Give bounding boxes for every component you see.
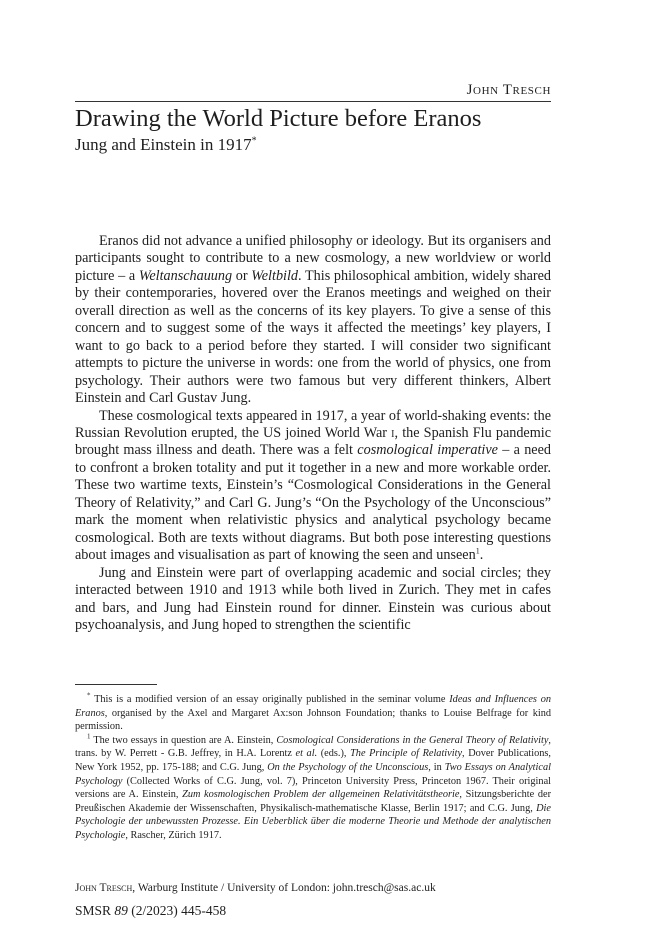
fn1-text-7: , Sitzungsberichte der Preußischen Akademie der Wissenschaften, Physikalisch-mathematische Klasse, Berlin 1917; and C.G. Jung, [75,789,551,814]
journal-abbr: SMSR [75,903,115,918]
footnote-star [75,693,551,734]
p1-text-1: Eranos did not advance a unified philosophy or ideology. But its organisers and participants sought to contribute to a new cosmology, a new worldview or world picture – a [75,233,551,284]
journal-reference [75,903,226,919]
fn1-italic-3: The Principle of Relativity [350,748,463,760]
paragraph-3: Jung and Einstein were part of overlapping academic and social circles; they interacted between 1910 and 1913 while both lived in Zurich. They met in cafes and bars, and Jung had Einstein round for dinner. Einstein was curious about psychoanalysis, and Jung hoped to strengthen the scientific [75,564,551,633]
p2-text-4: . [479,547,484,564]
author-affiliation [75,882,436,894]
fn1-text-6: (Collected Works of C.G. Jung, vol. 7), Princeton University Press, Princeton 1967. Their original versions are A. Einstein, [75,775,551,801]
fn1-text-5: , in [428,761,445,773]
p2-war-numeral: i [391,424,395,441]
p1-italic-2: Weltbild [251,267,299,284]
fn-star-text-1: This is a modified version of an essay originally published in the seminar volume [90,694,450,705]
fn1-italic-4: On the Psychology of the Unconscious [267,761,429,773]
paragraph-1 [75,233,551,408]
p2-text-3: – a need to confront a broken totality and put it together in a new and more workable order. These two wartime texts, Einstein’s “Cosmological Considerations in the General Theory of Relativity,” and Carl G. Jung’s “On the Psychology of the Unconscious” mark the moment when relativistic physics and analytical psychology became cosmological. Both are texts without diagrams. But both pose interesting questions about images and visualisation as part of knowing the seen and unseen [75,442,551,564]
paragraph-2 [75,408,551,565]
footnote-1 [75,734,551,843]
subtitle-text: Jung and Einstein in 1917 [75,135,252,154]
footnote-ref-1[interactable]: 1 [475,546,480,556]
journal-volume: 89 [114,903,128,918]
fn1-italic-1: Cosmological Considerations in the General Theory of Relativity [276,734,549,746]
fn-star-italic-1: Ideas and Influences on Eranos [75,694,551,719]
running-head-author: John Tresch [466,82,551,98]
fn1-text-8: , Rascher, Zürich 1917. [125,829,222,841]
header-rule [75,101,551,102]
fn1-italic-6: Zum kosmologischen Problem der allgemeinen Relativitätstheorie [182,789,460,801]
affiliation-author: John Tresch [75,882,133,894]
article-title: Drawing the World Picture before Eranos [75,105,482,132]
fn1-text-4: , Dover Publications, New York 1952, pp. 175-188; and C.G. Jung, [75,748,552,773]
footnote-rule [75,684,157,685]
fn1-italic-7: Die Psychologie der unbewussten Prozesse. Ein Ueberblick über die moderne Theorie und Methode der analytischen Psychologie [75,802,551,841]
p2-text-2: , the Spanish Flu pandemic brought mass illness and death. There was a felt [75,424,552,459]
p1-text-3: . This philosophical ambition, widely shared by their contemporaries, hovered over the Eranos meetings and weighed on their overall direction as well as the concerns of its key players. To give a sense of this concern and to suggest some of the ways it affected the meetings’ key players, I want to go back to a period before they started. I will consider two significant attempts to picture the universe in words: one from the world of physics, one from psychology. Their authors were two famous but very different thinkers, Albert Einstein and Carl Gustav Jung. [75,267,551,407]
subtitle-footnote-mark: * [251,135,257,147]
fn-star-mark: * [87,691,91,700]
body-text [75,233,551,634]
p2-text-1: These cosmological texts appeared in 1917, a year of world-shaking events: the Russian Revolution erupted, the US joined World War [75,407,551,441]
footnotes [75,693,551,843]
fn-star-text-2: , organised by the Axel and Margaret Ax:son Johnson Foundation; thanks to Louise Belfrage for kind permission. [75,707,551,733]
article-subtitle [75,134,257,156]
fn1-text-3: (eds.), [317,748,351,760]
p1-italic-1: Weltanschauung [138,267,233,284]
p1-text-2: or [232,267,252,284]
journal-issue-pages: (2/2023) 445-458 [127,903,227,918]
p2-italic-1: cosmological imperative [357,442,498,459]
affiliation-details: , Warburg Institute / University of London: john.tresch@sas.ac.uk [132,882,436,894]
fn1-mark: 1 [87,732,91,741]
fn1-italic-2: et al. [295,748,318,760]
fn1-text-1: The two essays in question are A. Einstein, [90,734,277,746]
fn1-italic-5: Two Essays on Analytical Psychology [75,761,551,787]
fn1-text-2: , trans. by W. Perrett - G.B. Jeffrey, in H.A. Lorentz [75,734,551,760]
